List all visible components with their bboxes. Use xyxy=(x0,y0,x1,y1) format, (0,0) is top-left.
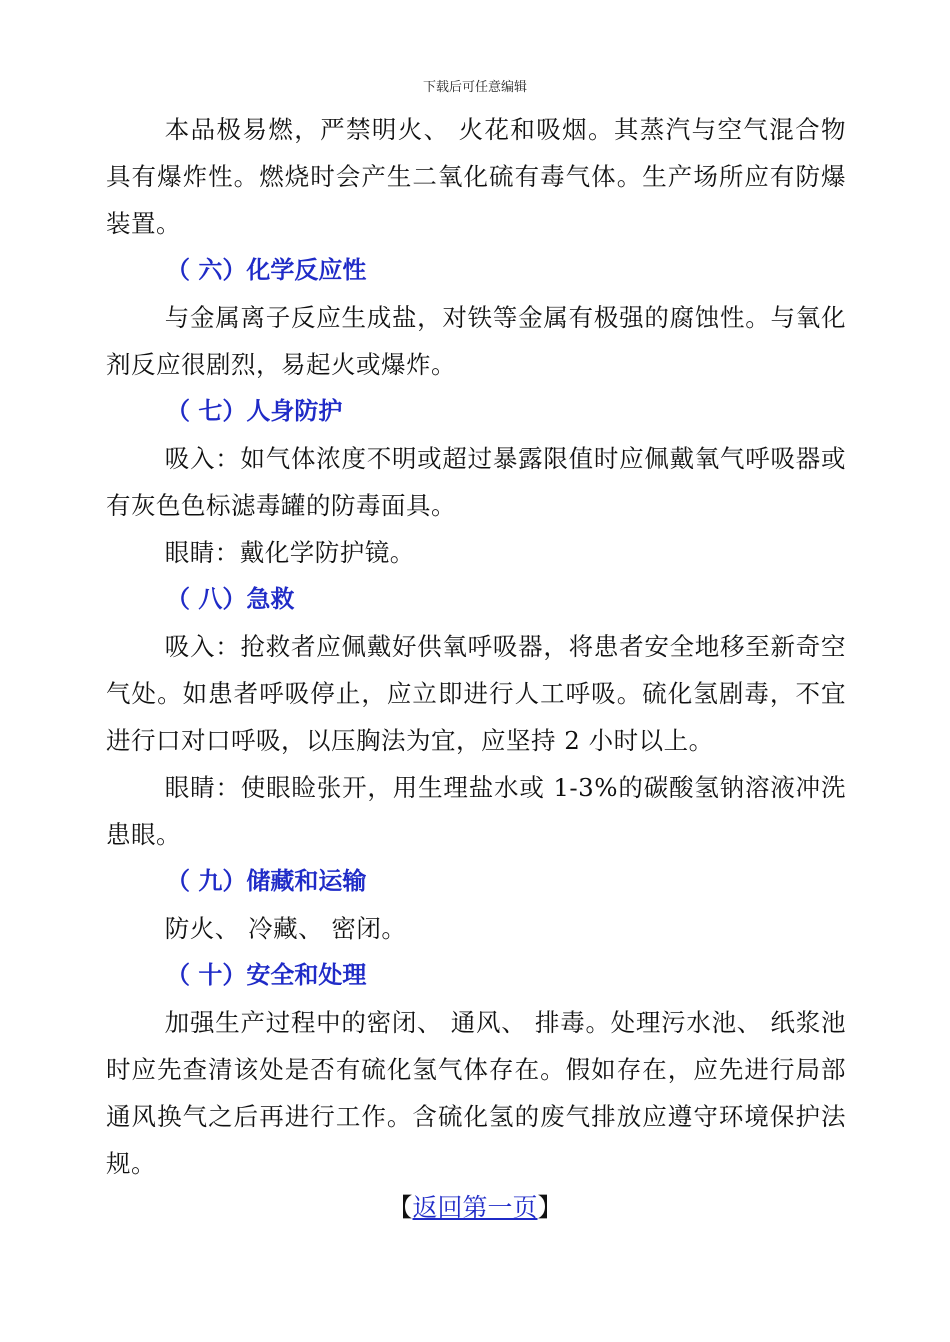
section-heading-safety-handling: （ 十）安全和处理 xyxy=(166,961,367,989)
fire-hazard-paragraph: 本品极易燃，严禁明火、 火花和吸烟。其蒸汽与空气混合物具有爆炸性。燃烧时会产生二氧化硫有毒气体。生产场所应有防爆装置。 xyxy=(106,115,846,238)
header-note: 下载后可任意编辑 xyxy=(422,80,527,95)
section-heading-storage-transport: （ 九）储藏和运输 xyxy=(166,867,367,895)
chemical-reactivity-paragraph: 与金属离子反应生成盐，对铁等金属有极强的腐蚀性。与氧化剂反应很剧烈，易起火或爆炸。 xyxy=(106,303,846,379)
section-heading-chemical-reactivity: （ 六）化学反应性 xyxy=(166,256,367,284)
document-body xyxy=(106,106,846,1187)
first-aid-inhalation-paragraph: 吸入：抢救者应佩戴好供氧呼吸器，将患者安全地移至新奇空气处。如患者呼吸停止，应立即进行人工呼吸。硫化氢剧毒，不宜进行口对口呼吸，以压胸法为宜，应坚持 2 小时以上。 xyxy=(106,632,846,755)
section-heading-personal-protection: （ 七）人身防护 xyxy=(166,397,343,425)
first-aid-eyes-paragraph: 眼睛：使眼睑张开，用生理盐水或 1-3%的碳酸氢钠溶液冲洗患眼。 xyxy=(106,773,846,849)
right-bracket: 】 xyxy=(537,1193,563,1222)
back-link-row xyxy=(0,1184,950,1231)
back-to-first-page-link[interactable]: 返回第一页 xyxy=(412,1193,538,1222)
left-bracket: 【 xyxy=(387,1193,413,1222)
protection-inhalation-paragraph: 吸入：如气体浓度不明或超过暴露限值时应佩戴氧气呼吸器或有灰色色标滤毒罐的防毒面具。 xyxy=(106,444,846,520)
safety-handling-paragraph: 加强生产过程中的密闭、 通风、 排毒。处理污水池、 纸浆池时应先查清该处是否有硫化氢气体存在。假如存在，应先进行局部通风换气之后再进行工作。含硫化氢的废气排放应遵守环境保护法规。 xyxy=(106,1008,846,1178)
storage-paragraph: 防火、 冷藏、 密闭。 xyxy=(164,914,407,943)
section-heading-first-aid: （ 八）急救 xyxy=(166,585,295,613)
protection-eyes-paragraph: 眼睛：戴化学防护镜。 xyxy=(164,538,415,567)
